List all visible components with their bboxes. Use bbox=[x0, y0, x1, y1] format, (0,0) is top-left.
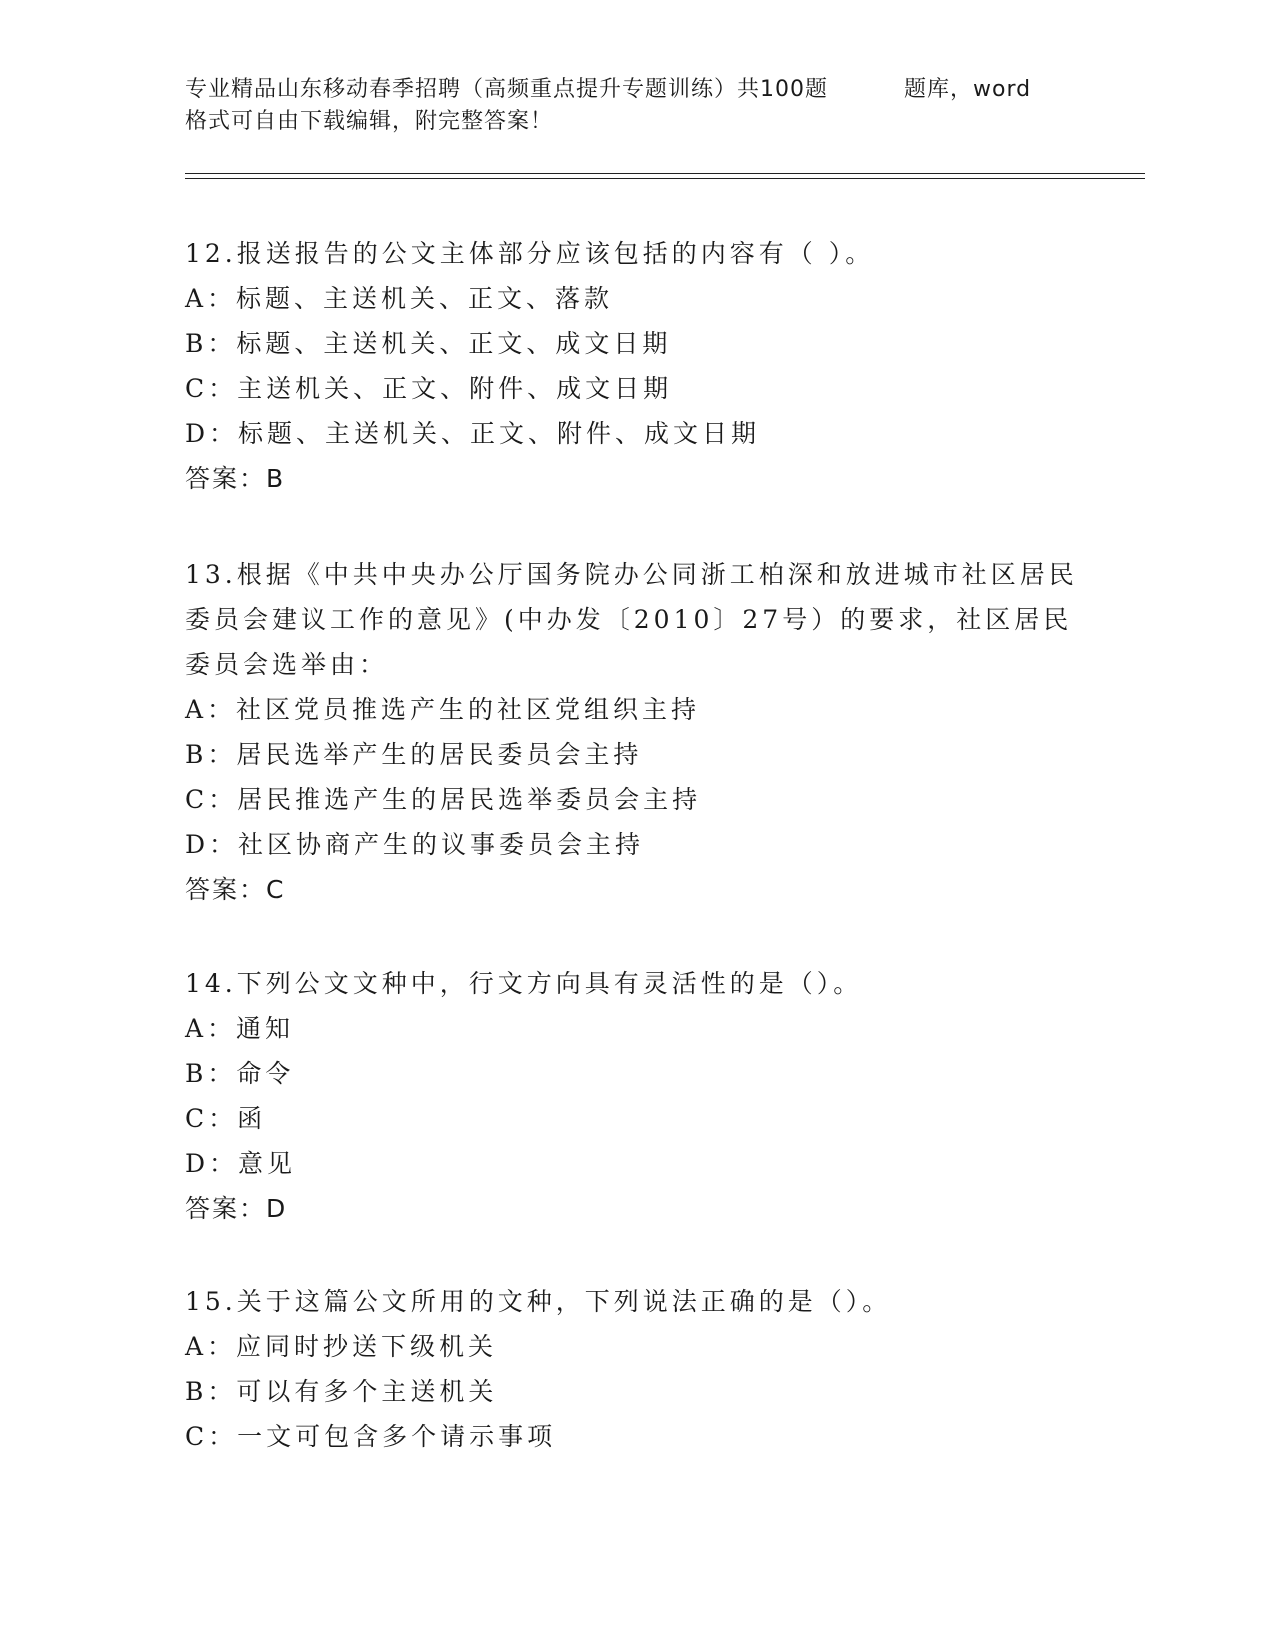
question-stem: 14.下列公文文种中，行文方向具有灵活性的是（）。 bbox=[185, 969, 863, 998]
header-divider-bottom bbox=[185, 178, 1145, 179]
option-d: D：意见 bbox=[185, 1149, 297, 1178]
answer-line: 答案：B bbox=[185, 464, 286, 493]
option-c: C：居民推选产生的居民选举委员会主持 bbox=[185, 785, 702, 814]
option-a: A：通知 bbox=[185, 1014, 295, 1043]
document-header bbox=[185, 74, 1085, 138]
option-b: B：标题、主送机关、正文、成文日期 bbox=[185, 329, 672, 358]
header-divider-top bbox=[185, 173, 1145, 174]
option-c: C：一文可包含多个请示事项 bbox=[185, 1422, 557, 1451]
header-line-1 bbox=[185, 74, 1085, 106]
header-title: 专业精品山东移动春季招聘（高频重点提升专题训练）共100题 bbox=[185, 77, 828, 102]
question-stem: 15.关于这篇公文所用的文种，下列说法正确的是（）。 bbox=[185, 1287, 892, 1316]
option-d: D：社区协商产生的议事委员会主持 bbox=[185, 830, 645, 859]
option-b: B：可以有多个主送机关 bbox=[185, 1377, 498, 1406]
question-15 bbox=[185, 1279, 1085, 1459]
option-a: A：应同时抄送下级机关 bbox=[185, 1332, 498, 1361]
answer-line: 答案：D bbox=[185, 1194, 288, 1223]
question-14 bbox=[185, 961, 1085, 1231]
question-12 bbox=[185, 231, 1085, 501]
option-a: A：社区党员推选产生的社区党组织主持 bbox=[185, 695, 701, 724]
header-format-note: 题库，word bbox=[904, 77, 1032, 102]
header-gap bbox=[828, 74, 904, 106]
question-stem: 12.报送报告的公文主体部分应该包括的内容有（ ）。 bbox=[185, 239, 875, 268]
option-c: C：主送机关、正文、附件、成文日期 bbox=[185, 374, 673, 403]
option-c: C：函 bbox=[185, 1104, 267, 1133]
option-a: A：标题、主送机关、正文、落款 bbox=[185, 284, 614, 313]
question-13 bbox=[185, 552, 1085, 912]
option-b: B：居民选举产生的居民委员会主持 bbox=[185, 740, 643, 769]
answer-line: 答案：C bbox=[185, 875, 286, 904]
header-line-2: 格式可自由下载编辑，附完整答案！ bbox=[185, 109, 554, 134]
question-stem: 13.根据《中共中央办公厅国务院办公同浙工柏深和放进城市社区居民委员会建议工作的意见》(中办发〔2010〕27号）的要求，社区居民委员会选举由： bbox=[185, 560, 1078, 679]
option-b: B：命令 bbox=[185, 1059, 295, 1088]
option-d: D：标题、主送机关、正文、附件、成文日期 bbox=[185, 419, 761, 448]
